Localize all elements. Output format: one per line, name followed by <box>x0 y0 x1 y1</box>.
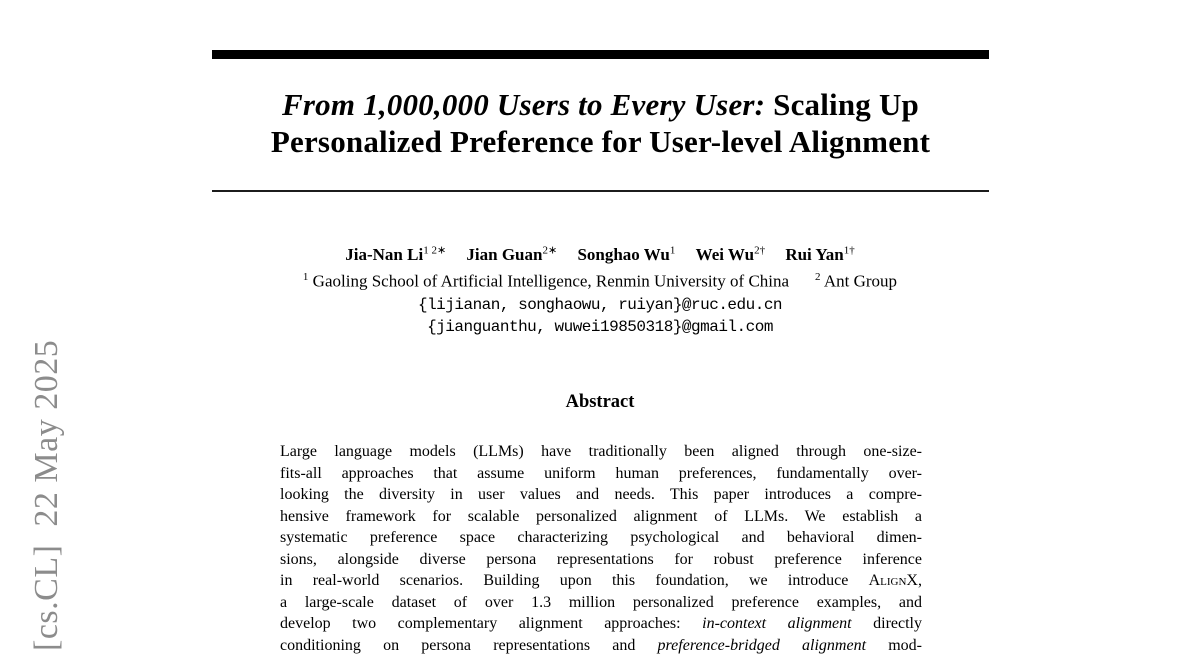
abstract-line: develop two complementary alignment approaches: in-context alignment directly <box>280 615 922 633</box>
email-line-gmail: {jianguanthu, wuwei19850318}@gmail.com <box>427 318 773 336</box>
abstract-heading: Abstract <box>565 392 635 412</box>
author-2-affmark: 2∗ <box>542 244 558 256</box>
arxiv-watermark: [cs.CL] 22 May 2025 <box>28 339 65 651</box>
author-1: Jia-Nan $Li^{1 2∗}$ <box>345 244 447 264</box>
abstract-line: hensive framework for scalable personalized alignment of LLMs. We establish a <box>280 507 922 525</box>
author-1-affmark: 1 2∗ <box>423 244 447 256</box>
author-5-affmark: 1† <box>843 244 855 256</box>
email-line-ruc: {lijianan, songhaowu, ruiyan}@ruc.edu.cn <box>417 296 783 314</box>
paper-title-rest-line1: Scaling Up <box>765 87 919 122</box>
abstract-line: fits-all approaches that assume uniform human preferences, fundamentally over- <box>280 464 922 482</box>
abstract-line: a large-scale dataset of over 1.3 million personalized preference examples, and <box>280 593 922 611</box>
affiliation-2-text: Ant Group <box>823 271 898 291</box>
affiliation-line <box>0 271 1200 292</box>
abstract-line: looking the diversity in user values and needs. This paper introduces a compre- <box>280 486 922 504</box>
top-rule <box>212 50 989 59</box>
author-3: Songhao Wu$^1$ <box>577 244 676 264</box>
email-block <box>0 294 1200 338</box>
author-4-affmark: 2† <box>754 244 766 256</box>
paper-title <box>212 86 989 160</box>
paper-title-line2: Personalized Preference for User-level Alignment <box>270 124 931 159</box>
author-3-affmark: 1 <box>669 244 676 256</box>
abstract-line: sions, alongside diverse persona representations for robust preference inference <box>280 550 922 568</box>
affiliation-1-mark: 1 <box>302 271 309 283</box>
author-2: Jian Guan$^{2∗}$ <box>466 244 558 264</box>
author-5: Rui Yan$^{1\dagger}$ <box>785 244 855 264</box>
title-rule <box>212 190 989 192</box>
abstract-line: Large language models (LLMs) have traditionally been aligned through one-size- <box>280 443 922 460</box>
abstract-text <box>280 441 922 656</box>
paper-title-italic-part: From 1,000,000 Users to Every User: <box>282 87 766 122</box>
author-4: Wei $Wu^{2\dagger}$ <box>695 244 766 264</box>
abstract-line: systematic preference space characterizing psychological and behavioral dimen- <box>280 529 922 547</box>
affiliation-1-text: Gaoling School of Artificial Intelligence, Renmin University of China <box>312 271 790 291</box>
affiliation-2-mark: 2 <box>815 271 821 283</box>
author-line <box>0 243 1200 265</box>
abstract-line: in real-world scenarios. Building upon this foundation, we introduce AlignX, <box>280 572 922 590</box>
abstract-line: conditioning on persona representations and preference-bridged alignment mod- <box>280 636 922 654</box>
